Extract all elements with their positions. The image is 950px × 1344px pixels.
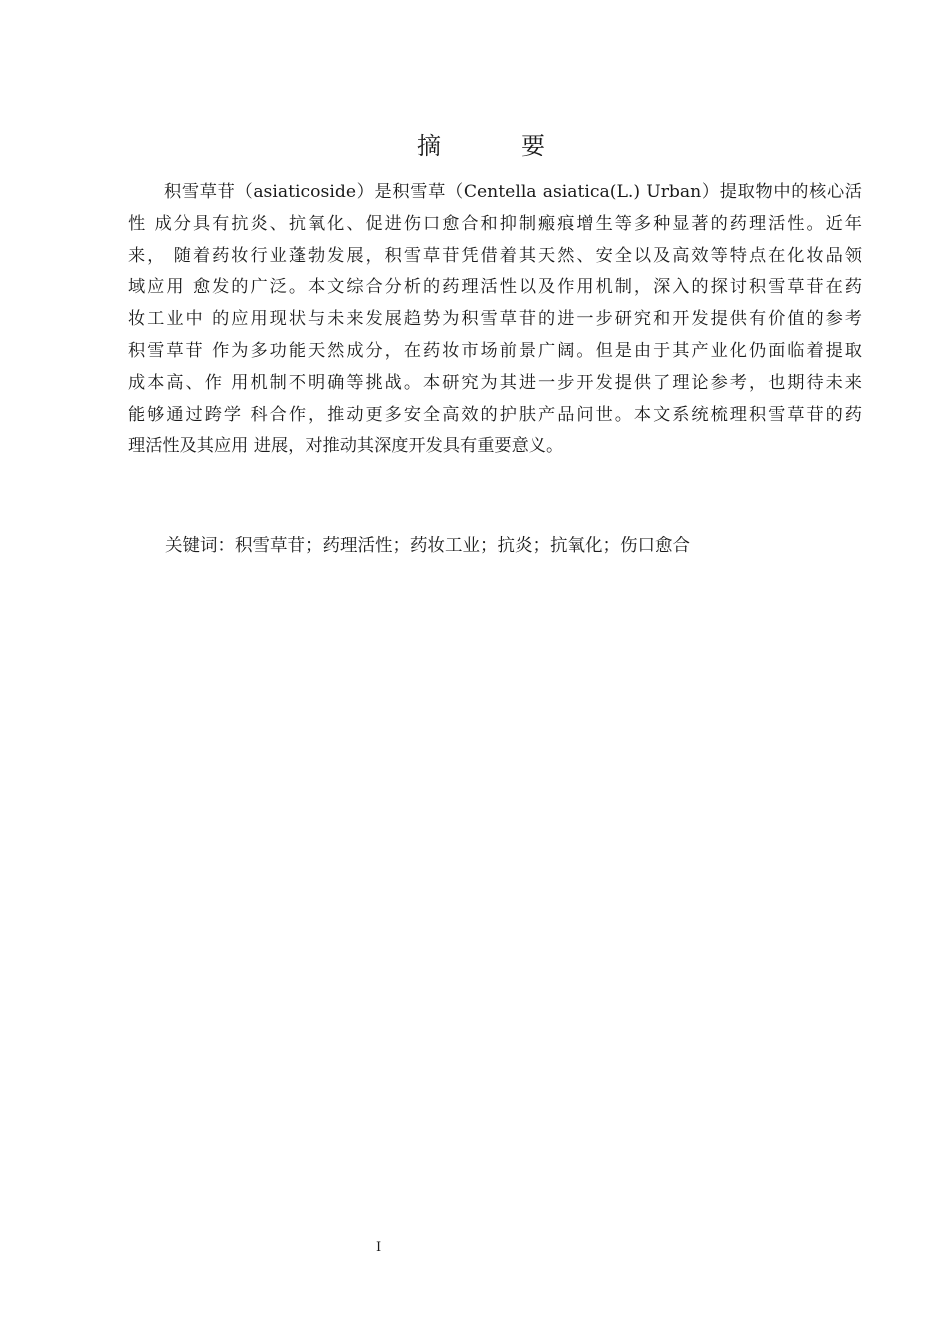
abstract-line: 性 成分具有抗炎、抗氧化、促进伤口愈合和抑制瘢痕增生等多种显著的药理活性。近年 <box>128 213 862 234</box>
abstract-line: 能够通过跨学 科合作，推动更多安全高效的护肤产品问世。本文系统梳理积雪草苷的药 <box>128 404 862 425</box>
abstract-line: 来， 随着药妆行业蓬勃发展，积雪草苷凭借着其天然、安全以及高效等特点在化妆品领 <box>128 245 862 266</box>
page-title: 摘 要 <box>417 132 573 160</box>
abstract-line: 积雪草苷 作为多功能天然成分，在药妆市场前景广阔。但是由于其产业化仍面临着提取 <box>128 340 862 361</box>
page-number: I <box>376 1240 382 1255</box>
abstract-line: 域应用 愈发的广泛。本文综合分析的药理活性以及作用机制，深入的探讨积雪草苷在药 <box>128 277 862 298</box>
abstract-line: 成本高、作 用机制不明确等挑战。本研究为其进一步开发提供了理论参考，也期待未来 <box>128 372 862 393</box>
abstract-line: 理活性及其应用 进展，对推动其深度开发具有重要意义。 <box>128 436 564 457</box>
abstract-line: 积雪草苷（asiaticoside）是积雪草（Centella asiatica(L.) Urban）提取物中的核心活 <box>164 182 862 202</box>
abstract-line: 妆工业中 的应用现状与未来发展趋势为积雪草苷的进一步研究和开发提供有价值的参考 <box>128 309 862 330</box>
abstract-body <box>128 177 862 463</box>
keywords-line: 关键词：积雪草苷；药理活性；药妆工业；抗炎；抗氧化；伤口愈合 <box>165 536 690 556</box>
